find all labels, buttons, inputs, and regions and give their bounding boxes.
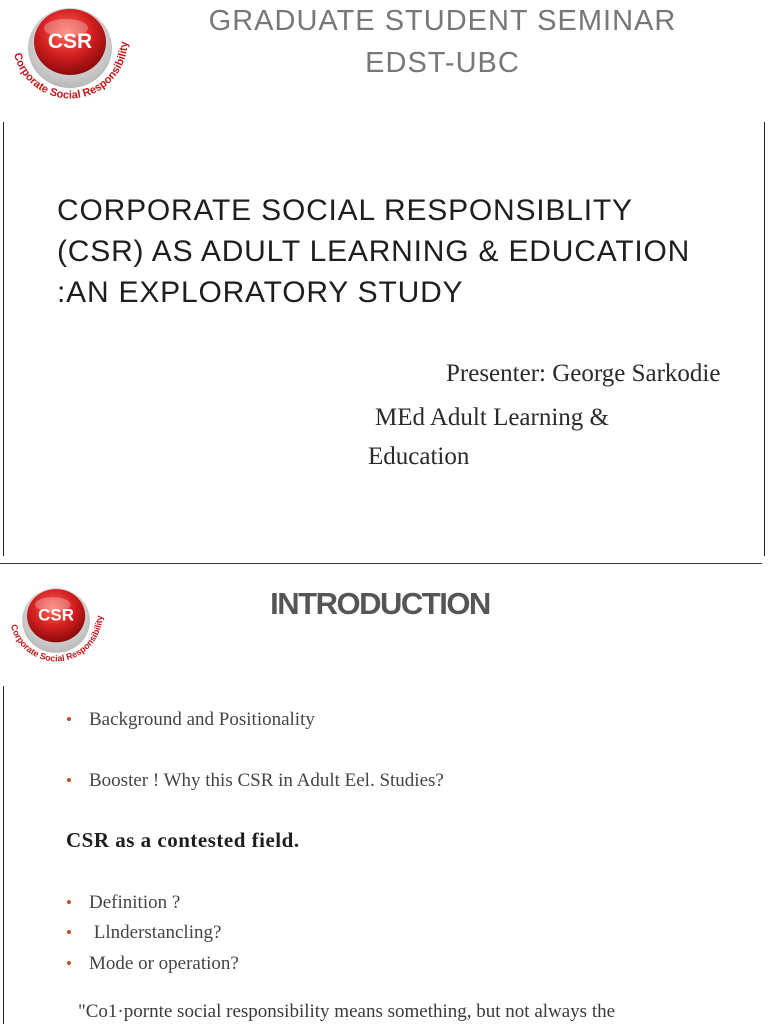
slide-right-border	[764, 122, 765, 556]
introduction-slide	[0, 566, 768, 1024]
seminar-header	[150, 0, 735, 84]
csr-logo-icon	[8, 4, 138, 114]
bullet-dot-icon: •	[66, 771, 72, 790]
bullet-dot-icon: •	[66, 710, 72, 729]
seminar-header-line1: GRADUATE STUDENT SEMINAR	[208, 5, 677, 37]
slide-divider	[0, 563, 762, 564]
definition-quote: "Co1·pornte social responsibility means something, but not always the	[78, 1001, 616, 1022]
title-line1: CORPORATE SOCIAL RESPONSIBLITY	[57, 194, 633, 227]
bullet-item: • Background and Positionality	[66, 709, 315, 730]
bullet-item: • Booster ! Why this CSR in Adult Eel. Studies?	[66, 770, 444, 791]
slide2-left-border	[3, 686, 4, 1024]
section-subheading: CSR as a contested field.	[66, 828, 300, 852]
sub-bullet-item: • Mode or operation?	[66, 953, 239, 974]
degree-line1: MEd Adult Learning &	[375, 404, 609, 431]
svg-text:Corporate Social Responsibilit: Corporate Social Responsibility	[10, 41, 131, 102]
presenter-degree	[368, 398, 609, 476]
svg-text:Corporate Social Responsibilit: Corporate Social Responsibility	[8, 615, 105, 664]
svg-text:CSR: CSR	[38, 605, 74, 625]
introduction-title: INTRODUCTION	[270, 586, 490, 621]
slide-left-border	[3, 122, 4, 556]
svg-text:CSR: CSR	[47, 30, 93, 53]
bullet-dot-icon: •	[66, 893, 72, 912]
title-line2: (CSR) AS ADULT LEARNING & EDUCATION	[57, 235, 691, 268]
sub-bullet-item: • Definition ?	[66, 892, 181, 913]
seminar-header-line2: EDST-UBC	[365, 47, 520, 79]
bullet-dot-icon: •	[66, 923, 72, 942]
presenter-name: Presenter: George Sarkodie	[446, 360, 721, 387]
presentation-title	[57, 190, 757, 313]
csr-logo-icon	[6, 582, 111, 677]
sub-bullet-item: • Llnderstancling?	[66, 922, 222, 943]
degree-line2: Education	[368, 443, 470, 470]
title-line3: :AN EXPLORATORY STUDY	[57, 276, 464, 309]
bullet-dot-icon: •	[66, 954, 72, 973]
